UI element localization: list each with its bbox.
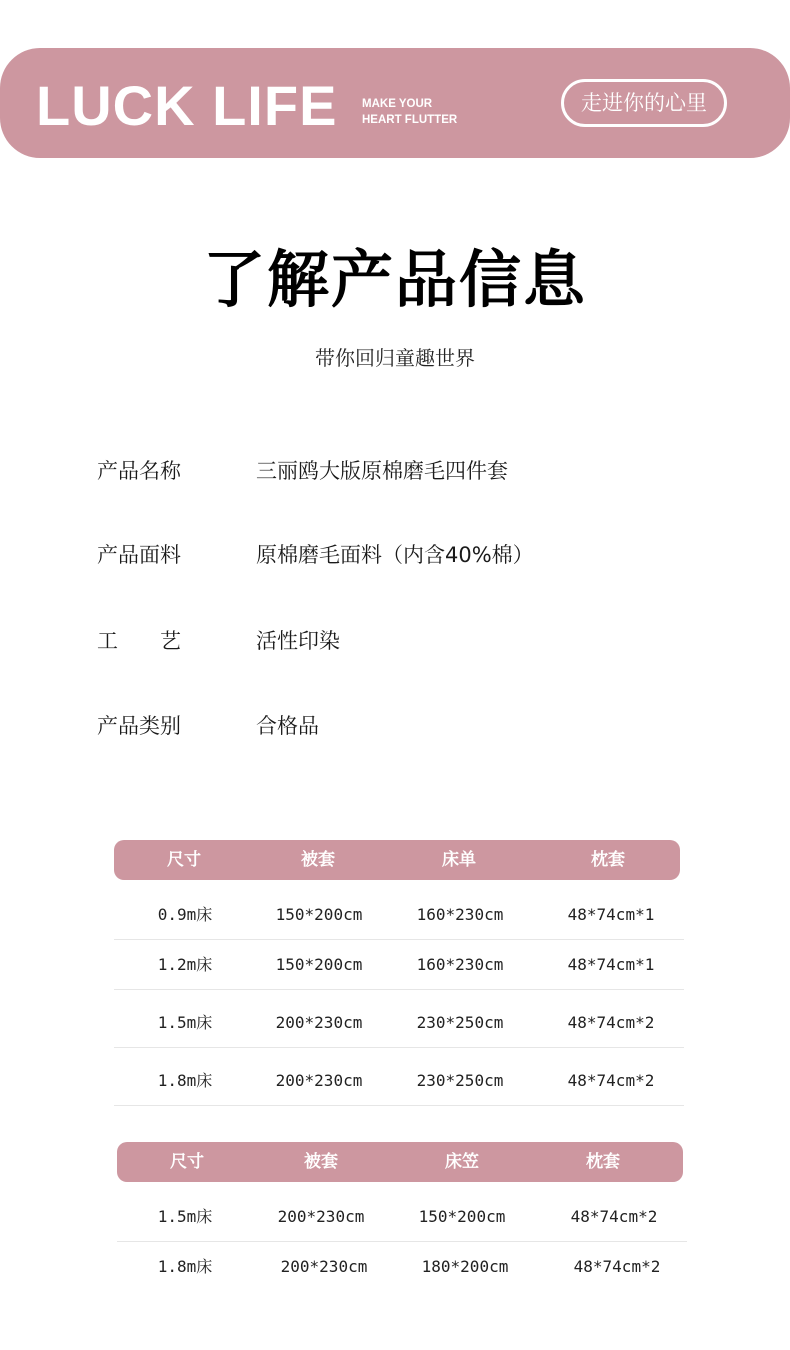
page-title: 了解产品信息 <box>202 243 587 316</box>
column-header: 被套 <box>304 1152 338 1172</box>
table-row <box>114 998 684 1048</box>
table-cell: 0.9m床 <box>157 905 213 924</box>
info-row-fabric <box>0 539 790 571</box>
header-banner <box>0 48 790 158</box>
brand-logo: LUCK LIFE <box>36 74 338 137</box>
table-cell: 200*230cm <box>280 1257 368 1276</box>
table-cell: 1.2m床 <box>157 955 213 974</box>
table-row <box>117 1242 687 1292</box>
table-cell: 200*230cm <box>275 1071 363 1090</box>
page-subtitle: 带你回归童趣世界 <box>315 346 475 370</box>
table-cell: 150*200cm <box>275 905 363 924</box>
info-label: 产品名称 <box>97 459 181 483</box>
tagline-line-1: MAKE YOUR <box>362 98 433 110</box>
size-table-sheet <box>114 840 684 1110</box>
table-cell: 48*74cm*2 <box>567 1071 655 1090</box>
table-cell: 48*74cm*2 <box>567 1013 655 1032</box>
column-header: 床笠 <box>445 1152 479 1172</box>
table-cell: 160*230cm <box>416 955 504 974</box>
table-cell: 1.8m床 <box>157 1071 213 1090</box>
info-row-name <box>0 455 790 487</box>
tagline-line-2: HEART FLUTTER <box>362 114 458 126</box>
info-row-grade <box>0 710 790 742</box>
info-value: 三丽鸥大版原棉磨毛四件套 <box>256 459 508 483</box>
table-cell: 48*74cm*1 <box>567 955 655 974</box>
table-cell: 230*250cm <box>416 1013 504 1032</box>
table-row <box>114 940 684 990</box>
table-cell: 230*250cm <box>416 1071 504 1090</box>
column-header: 枕套 <box>586 1152 620 1172</box>
table-cell: 48*74cm*2 <box>570 1207 658 1226</box>
brand-tagline <box>362 96 492 128</box>
info-value: 合格品 <box>256 714 319 738</box>
table-cell: 200*230cm <box>275 1013 363 1032</box>
table-cell: 180*200cm <box>421 1257 509 1276</box>
info-value: 活性印染 <box>256 629 340 653</box>
info-value: 原棉磨毛面料（内含40%棉） <box>256 543 534 567</box>
info-label: 产品类别 <box>97 714 181 738</box>
table-cell: 200*230cm <box>277 1207 365 1226</box>
table-cell: 150*200cm <box>418 1207 506 1226</box>
table-row <box>117 1192 687 1242</box>
column-header: 尺寸 <box>170 1152 204 1172</box>
size-table-fitted <box>117 1142 687 1302</box>
table-cell: 48*74cm*1 <box>567 905 655 924</box>
table-cell: 1.5m床 <box>157 1013 213 1032</box>
column-header: 枕套 <box>591 850 625 870</box>
table-row <box>114 890 684 940</box>
table-cell: 1.5m床 <box>157 1207 213 1226</box>
row-divider <box>114 1105 684 1106</box>
column-header: 被套 <box>301 850 335 870</box>
table-cell: 160*230cm <box>416 905 504 924</box>
column-header: 尺寸 <box>167 850 201 870</box>
table-header <box>114 840 680 880</box>
table-row <box>114 1056 684 1106</box>
table-cell: 150*200cm <box>275 955 363 974</box>
info-row-craft <box>0 625 790 657</box>
row-divider <box>114 1047 684 1048</box>
table-header <box>117 1142 683 1182</box>
column-header: 床单 <box>442 850 476 870</box>
info-label: 产品面料 <box>97 543 181 567</box>
table-cell: 1.8m床 <box>157 1257 213 1276</box>
slogan-pill: 走进你的心里 <box>561 79 727 127</box>
table-cell: 48*74cm*2 <box>573 1257 661 1276</box>
row-divider <box>114 989 684 990</box>
info-label: 工 艺 <box>97 629 181 653</box>
